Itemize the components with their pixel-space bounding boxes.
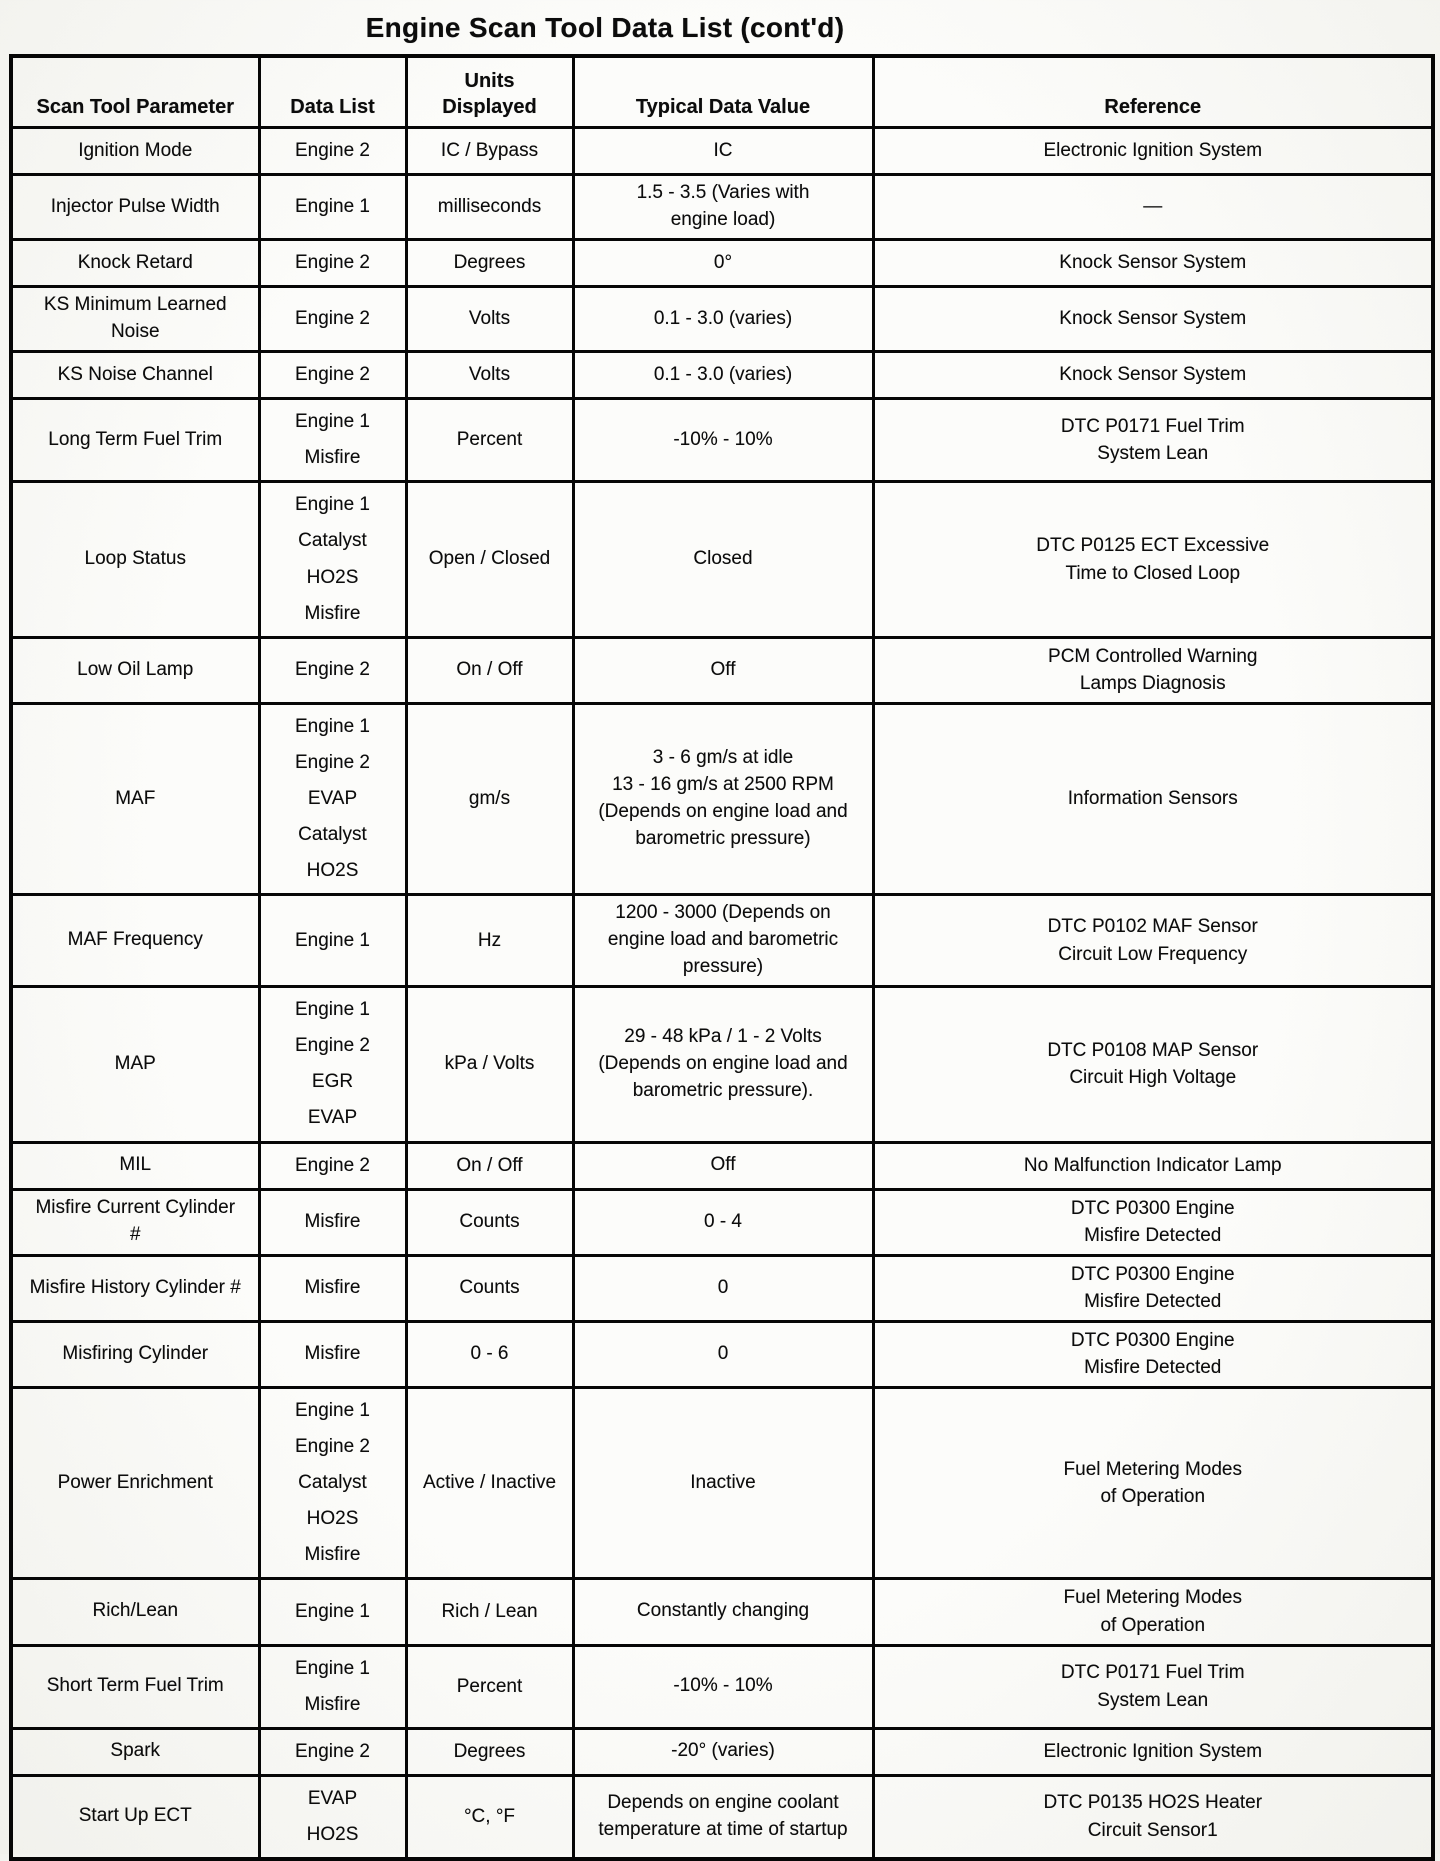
data-list-line: Catalyst [298, 530, 367, 552]
cell-units [406, 1775, 573, 1859]
header-row [11, 56, 1433, 128]
table-row [11, 1321, 1433, 1387]
parameter-line: Misfire History Cylinder # [29, 1276, 241, 1298]
units-line: Volts [468, 308, 511, 330]
cell-reference [873, 1189, 1433, 1255]
data-list-line: Misfire [304, 1693, 361, 1715]
cell-data-list [259, 1579, 406, 1645]
parameter-line: Rich/Lean [92, 1600, 179, 1622]
data-list-line: Engine 2 [294, 1740, 370, 1762]
cell-parameter [11, 637, 259, 703]
cell-units [406, 482, 573, 637]
cell-typical [573, 287, 873, 352]
data-list-line: Engine 1 [294, 999, 370, 1021]
data-list-line: EVAP [307, 1107, 358, 1129]
units-line: On / Off [456, 1154, 523, 1176]
cell-typical [573, 1579, 873, 1645]
reference-line: DTC P0300 Engine [1070, 1197, 1235, 1219]
cell-reference [873, 1387, 1433, 1578]
table-row [11, 352, 1433, 399]
data-list-line: HO2S [306, 1823, 359, 1845]
typical-line: engine load and barometric [607, 929, 839, 951]
table-head [11, 56, 1433, 128]
cell-units [406, 175, 573, 240]
cell-units [406, 1728, 573, 1775]
units-line: °C, °F [463, 1805, 516, 1827]
parameter-line: Low Oil Lamp [77, 658, 194, 680]
cell-units [406, 399, 573, 482]
units-line: Percent [456, 1675, 523, 1697]
units-line: Volts [468, 364, 511, 386]
reference-line: Misfire Detected [1084, 1291, 1222, 1313]
page-title: Engine Scan Tool Data List (cont'd) [365, 12, 845, 43]
cell-data-list [259, 1387, 406, 1578]
column-header-scan-tool-parameter [11, 56, 259, 128]
cell-data-list [259, 240, 406, 287]
typical-line: 0 - 4 [703, 1210, 743, 1232]
typical-line: 0.1 - 3.0 (varies) [653, 307, 793, 329]
units-line: IC / Bypass [440, 139, 539, 161]
cell-data-list [259, 287, 406, 352]
reference-line: System Lean [1097, 1689, 1209, 1711]
reference-line: DTC P0300 Engine [1070, 1263, 1235, 1285]
table-row [11, 1387, 1433, 1578]
units-line: kPa / Volts [444, 1053, 535, 1075]
data-list-line: Misfire [304, 602, 361, 624]
reference-line: Knock Sensor System [1059, 252, 1247, 274]
reference-line: DTC P0102 MAF Sensor [1047, 916, 1258, 938]
parameter-line: KS Noise Channel [57, 363, 213, 385]
parameter-line: MAF [115, 787, 156, 809]
table-row [11, 128, 1433, 175]
cell-parameter [11, 1579, 259, 1645]
reference-line: PCM Controlled Warning [1048, 645, 1258, 667]
parameter-line: MIL [119, 1154, 152, 1176]
typical-line: Constantly changing [636, 1600, 810, 1622]
parameter-line: Injector Pulse Width [50, 195, 220, 217]
cell-typical [573, 399, 873, 482]
cell-reference [873, 1728, 1433, 1775]
data-list-line: HO2S [306, 860, 359, 882]
data-list-line: Engine 2 [294, 751, 370, 773]
reference-line: Misfire Detected [1084, 1225, 1222, 1247]
cell-typical [573, 637, 873, 703]
table-row [11, 1645, 1433, 1728]
reference-line: — [1143, 196, 1163, 218]
reference-line: of Operation [1100, 1486, 1206, 1508]
parameter-line: Misfiring Cylinder [62, 1342, 209, 1364]
cell-reference [873, 895, 1433, 987]
parameter-line: Misfire Current Cylinder [35, 1197, 236, 1219]
data-list-line: Engine 1 [294, 1657, 370, 1679]
data-list-line: Misfire [304, 1277, 361, 1299]
cell-reference [873, 1775, 1433, 1859]
cell-units [406, 1645, 573, 1728]
cell-typical [573, 1255, 873, 1321]
typical-line: 1.5 - 3.5 (Varies with [636, 182, 810, 204]
reference-line: Knock Sensor System [1059, 364, 1247, 386]
cell-reference [873, 287, 1433, 352]
cell-reference [873, 352, 1433, 399]
table-row [11, 1189, 1433, 1255]
cell-data-list [259, 128, 406, 175]
cell-parameter [11, 703, 259, 894]
table-row [11, 1142, 1433, 1189]
cell-data-list [259, 895, 406, 987]
column-header-typical-data-value [573, 56, 873, 128]
cell-data-list [259, 703, 406, 894]
cell-parameter [11, 987, 259, 1142]
data-list-line: Engine 2 [294, 1035, 370, 1057]
cell-parameter [11, 895, 259, 987]
cell-reference [873, 482, 1433, 637]
cell-units [406, 1579, 573, 1645]
data-list-line: HO2S [306, 566, 359, 588]
table-row [11, 703, 1433, 894]
cell-typical [573, 482, 873, 637]
cell-data-list [259, 1728, 406, 1775]
cell-typical [573, 240, 873, 287]
cell-units [406, 703, 573, 894]
typical-line: 0 [717, 1276, 729, 1298]
column-header-units-displayed [406, 56, 573, 128]
units-line: Degrees [453, 252, 526, 274]
table-body [11, 128, 1433, 1859]
units-line: Active / Inactive [422, 1472, 557, 1494]
cell-typical [573, 1321, 873, 1387]
reference-line: DTC P0125 ECT Excessive [1036, 534, 1270, 556]
header-line: Units [464, 70, 515, 92]
typical-line: engine load) [670, 209, 776, 231]
cell-reference [873, 987, 1433, 1142]
cell-typical [573, 895, 873, 987]
title-wrap [0, 12, 1210, 44]
units-line: Counts [459, 1211, 520, 1233]
data-list-line: EVAP [307, 788, 358, 809]
reference-line: Knock Sensor System [1059, 308, 1247, 330]
typical-line: barometric pressure) [635, 828, 811, 850]
typical-line: (Depends on engine load and [598, 801, 848, 823]
units-line: gm/s [468, 787, 511, 809]
reference-line: Time to Closed Loop [1065, 562, 1241, 584]
units-line: Percent [456, 429, 523, 451]
cell-data-list [259, 482, 406, 637]
units-line: Hz [477, 929, 502, 951]
cell-typical [573, 1645, 873, 1728]
typical-line: 0.1 - 3.0 (varies) [653, 363, 793, 385]
parameter-line: Noise [110, 321, 160, 343]
typical-line: Off [710, 658, 736, 680]
data-list-line: Engine 2 [294, 308, 370, 330]
data-list-line: EVAP [307, 1787, 358, 1809]
parameter-line: Ignition Mode [78, 139, 193, 161]
cell-data-list [259, 1189, 406, 1255]
header-line: Data List [290, 96, 375, 118]
cell-reference [873, 399, 1433, 482]
data-list-line: Catalyst [298, 824, 367, 846]
header-line: Scan Tool Parameter [36, 96, 234, 118]
data-list-line: Engine 2 [294, 140, 370, 161]
cell-data-list [259, 637, 406, 703]
cell-parameter [11, 1142, 259, 1189]
parameter-line: Long Term Fuel Trim [48, 428, 223, 450]
cell-parameter [11, 175, 259, 240]
data-list-line: Engine 2 [294, 1436, 370, 1458]
cell-reference [873, 1645, 1433, 1728]
parameter-line: KS Minimum Learned [43, 294, 227, 316]
data-list-line: Engine 2 [294, 1154, 370, 1176]
table-row [11, 1255, 1433, 1321]
typical-line: -20° (varies) [671, 1740, 775, 1762]
cell-typical [573, 1189, 873, 1255]
cell-parameter [11, 1189, 259, 1255]
cell-reference [873, 703, 1433, 894]
parameter-line: Spark [110, 1740, 161, 1762]
data-list-line: HO2S [306, 1508, 359, 1530]
cell-parameter [11, 1387, 259, 1578]
cell-reference [873, 1579, 1433, 1645]
column-header-data-list [259, 56, 406, 128]
cell-typical [573, 1775, 873, 1859]
typical-line: temperature at time of startup [598, 1818, 848, 1840]
cell-parameter [11, 1775, 259, 1859]
cell-parameter [11, 1255, 259, 1321]
typical-line: Depends on engine coolant [607, 1791, 839, 1813]
table-row [11, 399, 1433, 482]
units-line: Rich / Lean [441, 1600, 538, 1622]
reference-line: Circuit Sensor1 [1087, 1819, 1218, 1841]
table-row [11, 637, 1433, 703]
reference-line: Circuit High Voltage [1069, 1067, 1237, 1089]
cell-units [406, 1387, 573, 1578]
table-row [11, 895, 1433, 987]
column-header-reference [873, 56, 1433, 128]
cell-parameter [11, 1321, 259, 1387]
reference-line: DTC P0300 Engine [1070, 1329, 1235, 1351]
table-row [11, 1775, 1433, 1859]
cell-parameter [11, 240, 259, 287]
typical-line: Off [710, 1154, 736, 1176]
cell-typical [573, 128, 873, 175]
reference-line: DTC P0171 Fuel Trim [1060, 1662, 1245, 1684]
cell-typical [573, 175, 873, 240]
cell-reference [873, 637, 1433, 703]
parameter-line: Power Enrichment [57, 1471, 213, 1493]
data-list-line: Engine 1 [294, 929, 370, 951]
header-line: Reference [1104, 96, 1202, 118]
reference-line: DTC P0171 Fuel Trim [1060, 415, 1245, 437]
typical-line: 0 [717, 1342, 729, 1364]
cell-typical [573, 1387, 873, 1578]
units-line: milliseconds [437, 196, 542, 217]
cell-units [406, 637, 573, 703]
table-row [11, 175, 1433, 240]
data-list-line: Misfire [304, 447, 361, 469]
data-list-line: Misfire [304, 1211, 361, 1233]
typical-line: 29 - 48 kPa / 1 - 2 Volts [624, 1025, 822, 1047]
data-list-line: Engine 2 [294, 252, 370, 274]
parameter-line: Knock Retard [77, 251, 193, 273]
cell-typical [573, 352, 873, 399]
reference-line: DTC P0108 MAP Sensor [1047, 1039, 1259, 1061]
reference-line: Electronic Ignition System [1043, 1740, 1263, 1762]
table-row [11, 482, 1433, 637]
table-row [11, 287, 1433, 352]
table-row [11, 240, 1433, 287]
units-line: Open / Closed [428, 548, 551, 570]
cell-units [406, 287, 573, 352]
cell-units [406, 240, 573, 287]
reference-line: Electronic Ignition System [1043, 140, 1263, 162]
cell-reference [873, 1255, 1433, 1321]
cell-parameter [11, 1645, 259, 1728]
cell-parameter [11, 1728, 259, 1775]
header-line: Displayed [442, 96, 537, 118]
reference-line: Lamps Diagnosis [1079, 673, 1226, 695]
cell-data-list [259, 1645, 406, 1728]
typical-line: 3 - 6 gm/s at idle [652, 747, 794, 769]
cell-parameter [11, 352, 259, 399]
cell-units [406, 1255, 573, 1321]
units-line: On / Off [456, 659, 523, 681]
cell-data-list [259, 1321, 406, 1387]
parameter-line: MAP [114, 1052, 156, 1074]
typical-line: 13 - 16 gm/s at 2500 RPM [612, 774, 834, 796]
typical-line: Closed [693, 548, 753, 570]
reference-line: of Operation [1100, 1614, 1206, 1636]
data-list-line: Misfire [304, 1544, 361, 1566]
parameter-line: # [129, 1224, 141, 1246]
data-list-line: Engine 2 [294, 364, 370, 386]
cell-data-list [259, 399, 406, 482]
cell-reference [873, 240, 1433, 287]
typical-line: pressure) [682, 956, 764, 978]
typical-line: 1200 - 3000 (Depends on [615, 902, 831, 924]
cell-data-list [259, 352, 406, 399]
table-row [11, 1579, 1433, 1645]
reference-line: Fuel Metering Modes [1063, 1458, 1242, 1480]
cell-data-list [259, 1775, 406, 1859]
reference-line: Fuel Metering Modes [1063, 1587, 1242, 1609]
reference-line: No Malfunction Indicator Lamp [1023, 1154, 1282, 1176]
reference-line: Information Sensors [1067, 788, 1238, 810]
cell-typical [573, 1142, 873, 1189]
typical-line: (Depends on engine load and [598, 1052, 848, 1074]
typical-line: -10% - 10% [673, 428, 773, 450]
cell-units [406, 1189, 573, 1255]
table-row [11, 987, 1433, 1142]
cell-data-list [259, 987, 406, 1142]
cell-typical [573, 1728, 873, 1775]
cell-reference [873, 1321, 1433, 1387]
parameter-line: Loop Status [84, 548, 186, 570]
reference-line: DTC P0135 HO2S Heater [1043, 1792, 1263, 1814]
cell-parameter [11, 482, 259, 637]
parameter-line: MAF Frequency [67, 929, 203, 951]
data-list-line: Engine 2 [294, 659, 370, 681]
data-list-line: Engine 1 [294, 196, 370, 218]
typical-line: IC [713, 139, 733, 161]
cell-typical [573, 703, 873, 894]
data-list-line: Engine 1 [294, 494, 370, 516]
cell-parameter [11, 128, 259, 175]
data-list-line: Engine 1 [294, 1399, 370, 1421]
reference-line: Misfire Detected [1084, 1357, 1222, 1379]
typical-line: barometric pressure). [632, 1079, 814, 1101]
units-line: Degrees [453, 1740, 526, 1762]
cell-reference [873, 1142, 1433, 1189]
cell-parameter [11, 399, 259, 482]
data-list-line: Catalyst [298, 1472, 367, 1494]
cell-units [406, 895, 573, 987]
header-line: Typical Data Value [635, 96, 811, 118]
data-list-line: Engine 1 [294, 1600, 370, 1622]
cell-units [406, 1142, 573, 1189]
parameter-line: Start Up ECT [78, 1805, 192, 1827]
typical-line: 0° [713, 251, 733, 273]
units-line: Counts [459, 1277, 520, 1299]
data-list-line: Engine 1 [294, 715, 370, 737]
cell-data-list [259, 1142, 406, 1189]
cell-reference [873, 128, 1433, 175]
cell-data-list [259, 1255, 406, 1321]
table-row [11, 1728, 1433, 1775]
reference-line: System Lean [1097, 443, 1209, 465]
typical-line: -10% - 10% [673, 1675, 773, 1697]
cell-units [406, 1321, 573, 1387]
reference-line: Circuit Low Frequency [1058, 943, 1248, 965]
cell-typical [573, 987, 873, 1142]
data-list-line: Misfire [304, 1343, 361, 1365]
parameter-line: Short Term Fuel Trim [46, 1675, 224, 1697]
data-list-line: EGR [311, 1071, 354, 1093]
data-list-line: Engine 1 [294, 411, 370, 433]
cell-parameter [11, 287, 259, 352]
typical-line: Inactive [690, 1471, 756, 1493]
cell-reference [873, 175, 1433, 240]
units-line: 0 - 6 [470, 1343, 509, 1365]
cell-units [406, 128, 573, 175]
cell-data-list [259, 175, 406, 240]
cell-units [406, 987, 573, 1142]
scan-tool-data-table [9, 54, 1435, 1861]
cell-units [406, 352, 573, 399]
